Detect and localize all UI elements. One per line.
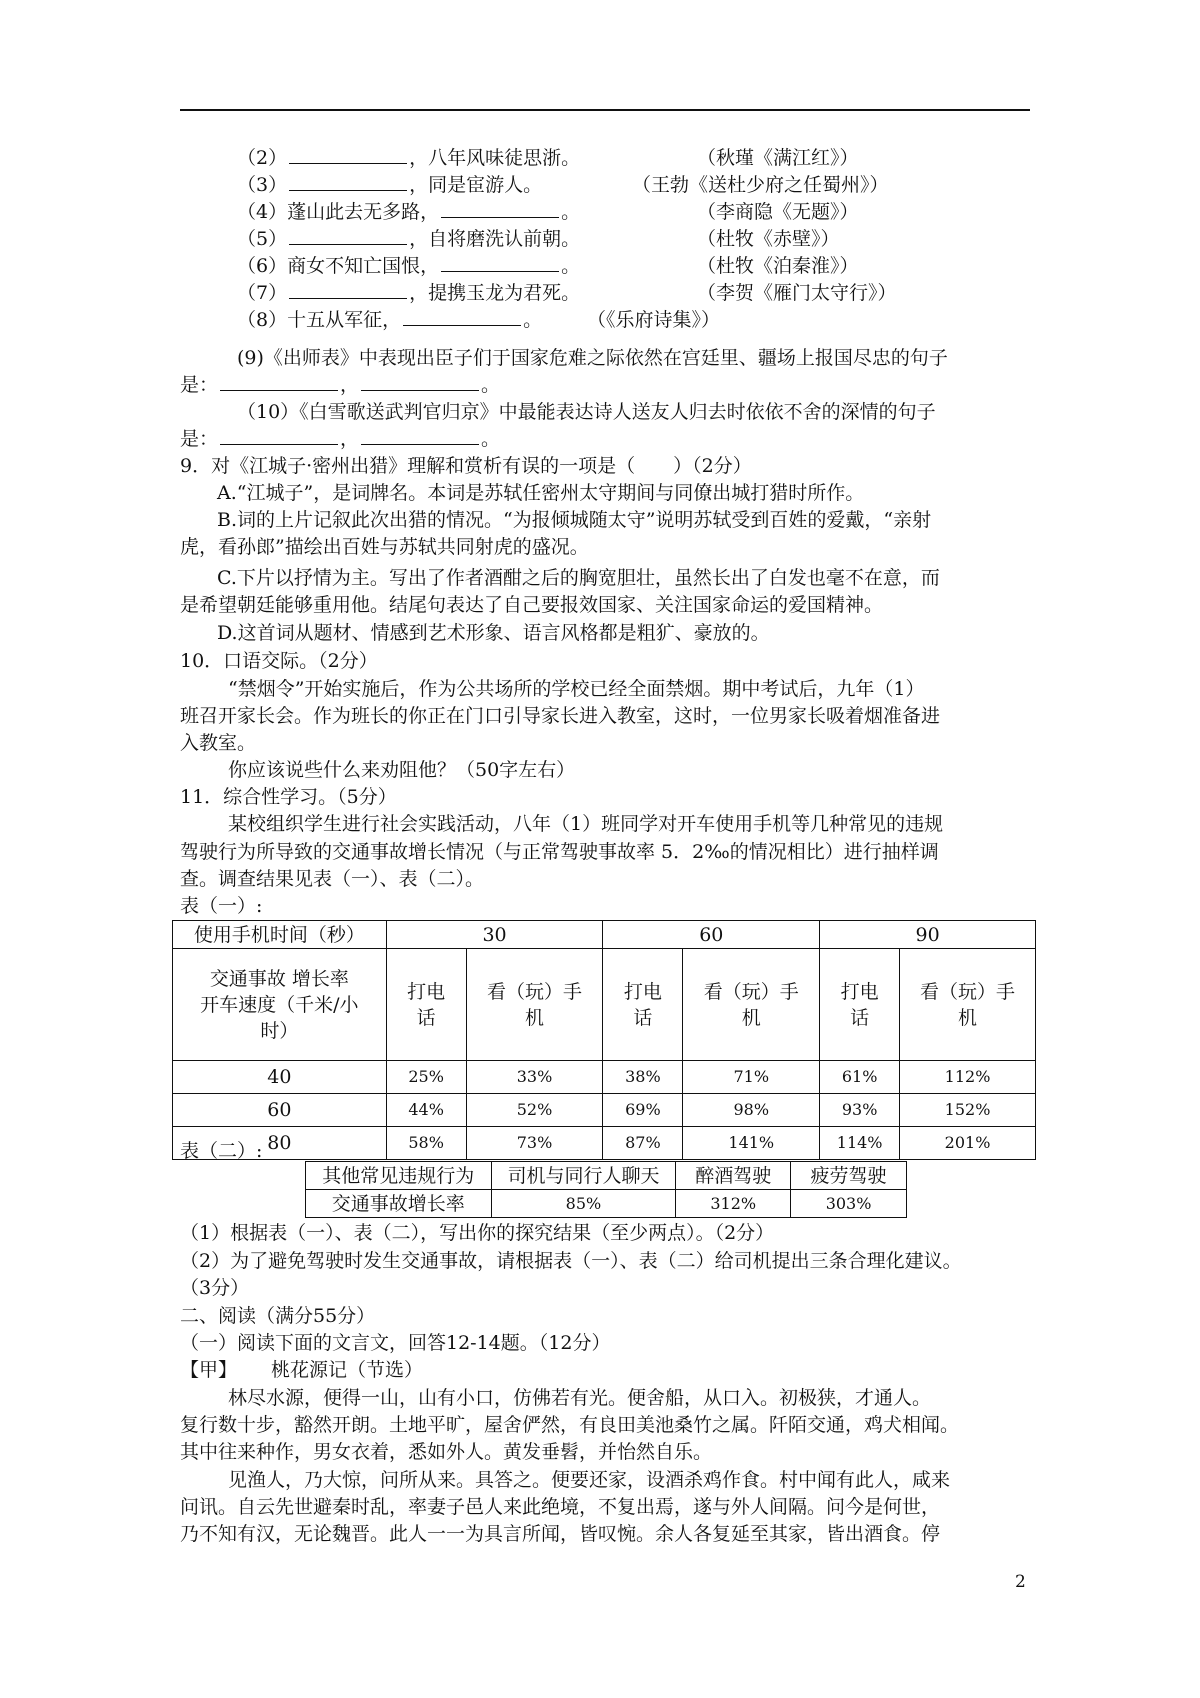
q8-line-8: （8）十五从军征， 。 （《乐府诗集》）	[237, 309, 721, 331]
q8-line-2: （2） ，八年风味徒思浙。 （秋瑾《满江红》）	[237, 147, 859, 169]
table-corner-labels: 交通事故 增长率 开车速度（千米/小 时）	[173, 949, 387, 1061]
q10-para: “禁烟令”开始实施后，作为公共场所的学校已经全面禁烟。期中考试后，九年（1）	[228, 678, 925, 700]
passage-para: 见渔人，乃大惊，问所从来。具答之。便要还家，设酒杀鸡作食。村中闻有此人，咸来	[228, 1469, 951, 1491]
q9-option-a: A.“江城子”，是词牌名。本词是苏轼任密州太守期间与同僚出城打猎时所作。	[217, 482, 865, 504]
passage-para: 林尽水源，便得一山，山有小口，仿佛若有光。便舍船，从口入。初极狭，才通人。	[228, 1387, 932, 1409]
table-row: 交通事故增长率 85% 312% 303%	[306, 1190, 907, 1218]
q9-option-b-cont: 虎，看孙郎”描绘出百姓与苏轼共同射虎的盛况。	[180, 536, 589, 558]
answer-blank[interactable]	[289, 145, 407, 164]
answer-blank[interactable]	[361, 426, 479, 445]
q9-option-c: C.下片以抒情为主。写出了作者酒酣之后的胸宽胆壮，虽然长出了白发也毫不在意，而	[217, 567, 940, 589]
answer-blank[interactable]	[289, 226, 407, 245]
q10-para-cont: 入教室。	[180, 732, 257, 754]
time-header: 60	[603, 921, 820, 949]
q8-line-7: （7） ，提携玉龙为君死。 （李贺《雁门太守行》）	[237, 282, 897, 304]
answer-blank[interactable]	[361, 372, 479, 391]
col-call: 打电 话	[386, 949, 466, 1061]
q9-option-d: D.这首词从题材、情感到艺术形象、语言风格都是粗犷、豪放的。	[217, 622, 770, 644]
col-look: 看（玩）手 机	[900, 949, 1036, 1061]
table-row: 80 58% 73% 87% 141% 114% 201%	[173, 1127, 1036, 1160]
answer-blank[interactable]	[403, 307, 521, 326]
reading-subheading: （一）阅读下面的文言文，回答12-14题。（12分）	[180, 1332, 611, 1354]
table-corner-header: 使用手机时间（秒）	[173, 921, 387, 949]
col-call: 打电 话	[603, 949, 683, 1061]
q10-para-cont: 班召开家长会。作为班长的你正在门口引导家长进入教室，这时，一位男家长吸着烟准备进	[180, 705, 941, 727]
q11-stem: 11．综合性学习。（5分）	[180, 786, 397, 808]
answer-blank[interactable]	[220, 426, 338, 445]
passage-para: 问讯。自云先世避秦时乱，率妻子邑人来此绝境，不复出焉，遂与外人间隔。问今是何世，	[180, 1496, 941, 1518]
q8-line-10a: （10）《白雪歌送武判官归京》中最能表达诗人送友人归去时依依不舍的深情的句子	[237, 401, 936, 423]
col-call: 打电 话	[820, 949, 900, 1061]
table-header-row: 其他常见违规行为 司机与同行人聊天 醉酒驾驶 疲劳驾驶	[306, 1162, 907, 1190]
q8-line-9a: (9)《出师表》中表现出臣子们于国家危难之际依然在宫廷里、疆场上报国尽忠的句子	[237, 347, 948, 369]
q10-stem: 10．口语交际。（2分）	[180, 650, 378, 672]
q8-line-5: （5） ，自将磨洗认前朝。 （杜牧《赤壁》）	[237, 228, 840, 250]
q11-para-cont: 驾驶行为所导致的交通事故增长情况（与正常驾驶事故率 5．2‰的情况相比）进行抽样调	[180, 841, 939, 863]
table-row: 60 44% 52% 69% 98% 93% 152%	[173, 1094, 1036, 1127]
table-row: 40 25% 33% 38% 71% 61% 112%	[173, 1061, 1036, 1094]
answer-blank[interactable]	[441, 253, 559, 272]
q8-line-9b: 是： ， 。	[180, 374, 501, 396]
header-rule	[180, 109, 1030, 111]
table1-caption: 表（一）:	[180, 895, 263, 917]
passage-para: 其中往来种作，男女衣着，悉如外人。黄发垂髫，并怡然自乐。	[180, 1441, 713, 1463]
q11-sub-1: （1）根据表（一）、表（二），写出你的探究结果（至少两点）。（2分）	[180, 1222, 775, 1244]
passage-para: 乃不知有汉，无论魏晋。此人一一为具言所闻，皆叹惋。余人各复延至其家，皆出酒食。停	[180, 1523, 941, 1545]
q8-line-10b: 是： ， 。	[180, 428, 501, 450]
q8-line-6: （6）商女不知亡国恨， 。 （杜牧《泊秦淮》）	[237, 255, 859, 277]
time-header: 90	[820, 921, 1036, 949]
q11-para-cont: 查。调查结果见表（一）、表（二）。	[180, 868, 485, 890]
col-look: 看（玩）手 机	[466, 949, 603, 1061]
q8-line-4: （4）蓬山此去无多路， 。 （李商隐《无题》）	[237, 201, 859, 223]
q10-prompt: 你应该说些什么来劝阻他？（50字左右）	[228, 759, 576, 781]
q9-option-c-cont: 是希望朝廷能够重用他。结尾句表达了自己要报效国家、关注国家命运的爱国精神。	[180, 594, 884, 616]
answer-blank[interactable]	[441, 199, 559, 218]
q11-sub-2-cont: （3分）	[180, 1277, 250, 1299]
answer-blank[interactable]	[289, 280, 407, 299]
page-number: 2	[1015, 1572, 1026, 1592]
q11-sub-2: （2）为了避免驾驶时发生交通事故，请根据表（一）、表（二）给司机提出三条合理化建议。	[180, 1250, 962, 1272]
q9-option-b: B.词的上片记叙此次出猎的情况。“为报倾城随太守”说明苏轼受到百姓的爱戴，“亲射	[217, 509, 932, 531]
q9-stem: 9．对《江城子·密州出猎》理解和赏析有误的一项是（ ）（2分）	[180, 455, 752, 477]
passage-title-line: 【甲】 桃花源记（节选）	[180, 1359, 424, 1381]
time-header: 30	[386, 921, 603, 949]
table-two	[305, 1161, 907, 1218]
q11-para: 某校组织学生进行社会实践活动，八年（1）班同学对开车使用手机等几种常见的违规	[228, 813, 944, 835]
col-look: 看（玩）手 机	[683, 949, 820, 1061]
answer-blank[interactable]	[220, 372, 338, 391]
passage-para: 复行数十步，豁然开朗。土地平旷，屋舍俨然，有良田美池桑竹之属。阡陌交通，鸡犬相闻。	[180, 1414, 960, 1436]
table2-caption: 表（二）:	[180, 1140, 263, 1162]
reading-heading: 二、阅读（满分55分）	[180, 1305, 376, 1327]
answer-blank[interactable]	[289, 172, 407, 191]
table-one	[172, 920, 1036, 1160]
q8-line-3: （3） ，同是宦游人。 （王勃《送杜少府之任蜀州》）	[237, 174, 889, 196]
